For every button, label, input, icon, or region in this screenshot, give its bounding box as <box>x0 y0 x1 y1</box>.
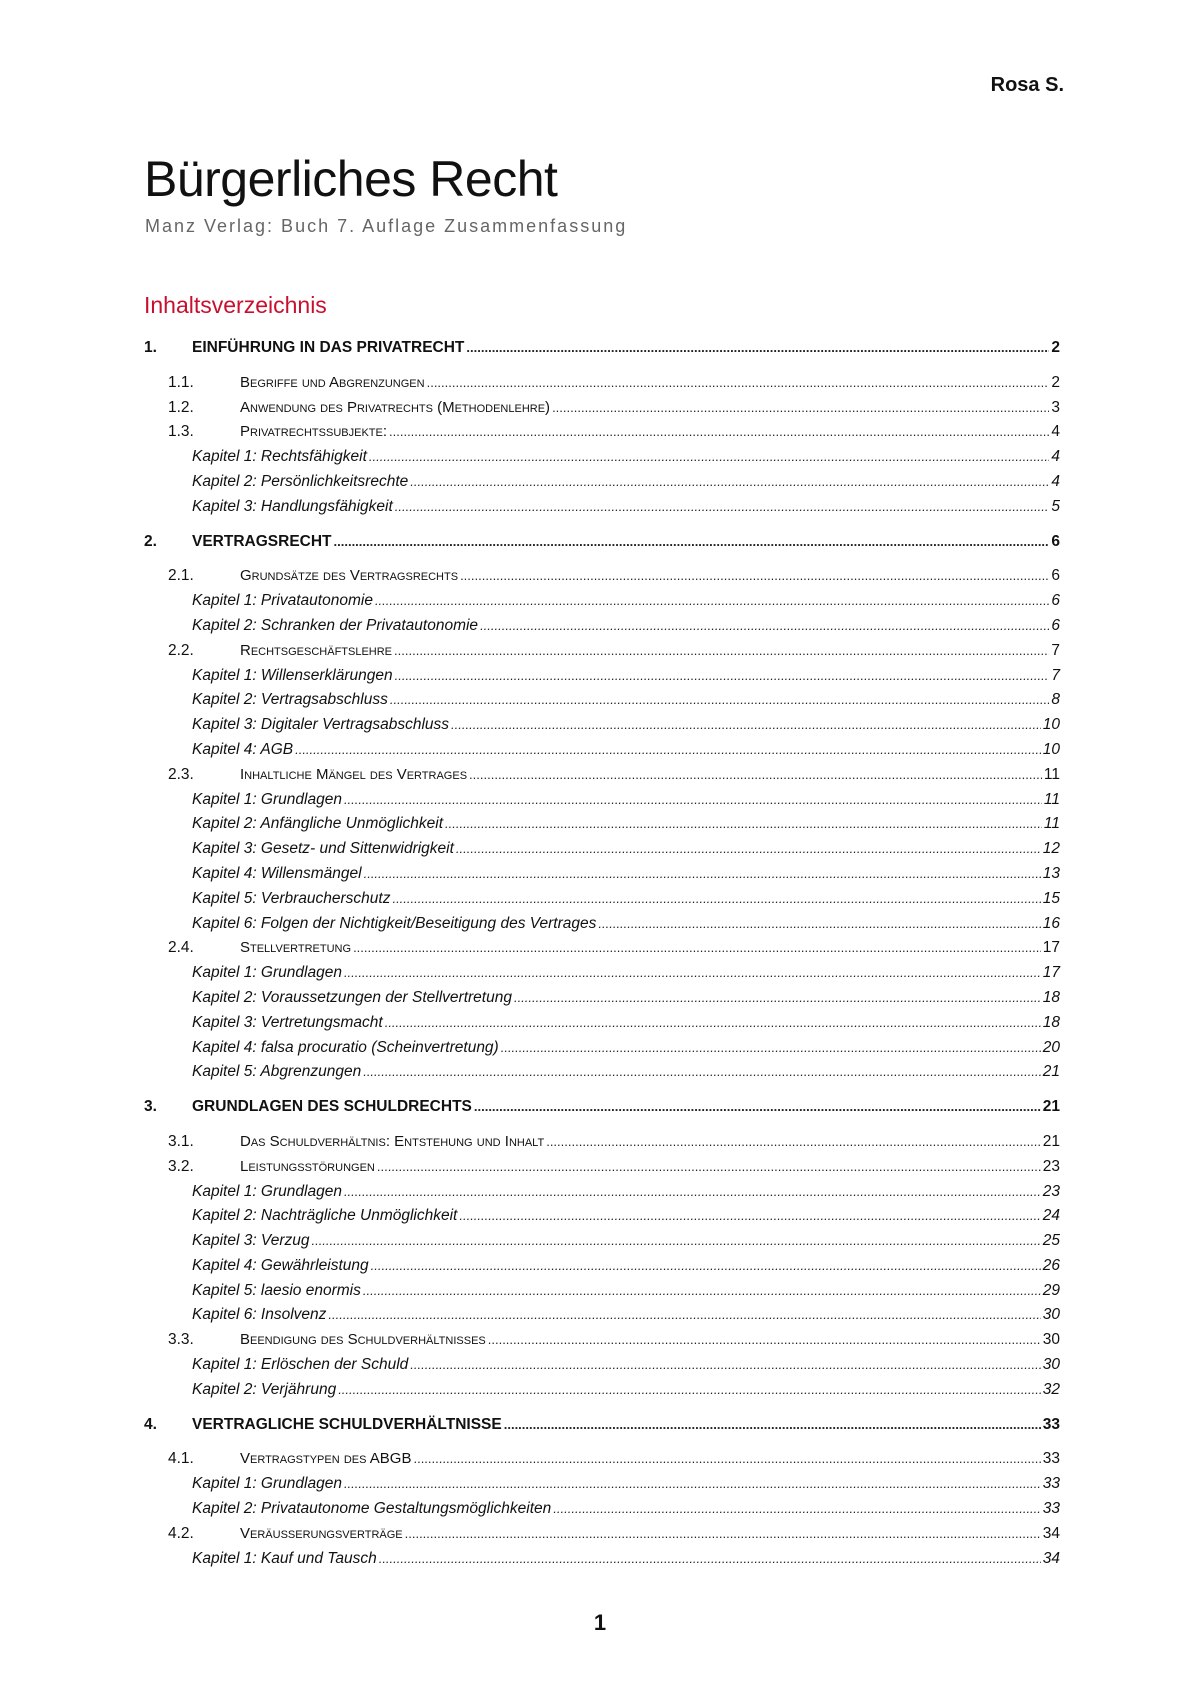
toc-entry[interactable] <box>144 1547 1060 1572</box>
toc-entry-title: Kapitel 2: Privatautonome Gestaltungsmöglichkeiten <box>192 1500 552 1518</box>
toc-entry[interactable] <box>144 986 1060 1011</box>
toc-entry-title: Vertragstypen des ABGB <box>240 1450 412 1468</box>
toc-dot-leader <box>344 1180 1041 1205</box>
toc-dot-leader <box>389 420 1049 445</box>
toc-entry[interactable] <box>144 1011 1060 1036</box>
toc-entry-page: 26 <box>1042 1256 1060 1274</box>
toc-entry-number: 2. <box>144 532 157 550</box>
toc-entry-title: Begriffe und Abgrenzungen <box>240 373 425 391</box>
toc-entry-title: Kapitel 2: Vertragsabschluss <box>192 691 388 709</box>
toc-dot-leader <box>514 986 1041 1011</box>
toc-entry-title: Kapitel 4: Gewährleistung <box>192 1256 369 1274</box>
toc-dot-leader <box>344 961 1041 986</box>
toc-entry-page: 8 <box>1051 691 1060 709</box>
toc-entry-number: 4.2. <box>168 1524 194 1542</box>
toc-entry[interactable] <box>144 470 1060 495</box>
toc-dot-leader <box>395 495 1050 520</box>
toc-entry[interactable] <box>144 445 1060 470</box>
toc-entry-title: Kapitel 3: Handlungsfähigkeit <box>192 497 393 515</box>
toc-entry-title: Kapitel 1: Privatautonomie <box>192 592 373 610</box>
toc-entry-title: VERTRAGLICHE SCHULDVERHÄLTNISSE <box>192 1415 502 1433</box>
toc-entry-number: 3.1. <box>168 1132 194 1150</box>
toc-entry-page: 10 <box>1042 740 1060 758</box>
toc-entry-page: 32 <box>1042 1380 1060 1398</box>
toc-dot-leader <box>405 1522 1041 1547</box>
toc-entry[interactable] <box>144 788 1060 813</box>
toc-entry[interactable] <box>144 862 1060 887</box>
toc-entry[interactable] <box>144 1472 1060 1497</box>
toc-entry-title: Kapitel 5: Abgrenzungen <box>192 1063 362 1081</box>
toc-entry-page: 33 <box>1042 1475 1060 1493</box>
toc-entry-number: 1. <box>144 339 157 356</box>
toc-dot-leader <box>552 396 1049 421</box>
toc-entry-title: Kapitel 1: Grundlagen <box>192 1182 342 1200</box>
toc-entry[interactable] <box>144 738 1060 763</box>
toc-entry[interactable] <box>144 1130 1060 1155</box>
toc-dot-leader <box>394 639 1049 664</box>
toc-dot-leader <box>451 713 1041 738</box>
toc-entry-page: 10 <box>1042 716 1060 734</box>
toc-dot-leader <box>445 812 1042 837</box>
toc-entry-page: 2 <box>1051 339 1060 356</box>
toc-dot-leader <box>456 837 1041 862</box>
toc-entry[interactable] <box>144 639 1060 664</box>
toc-entry-page: 21 <box>1042 1098 1060 1116</box>
toc-dot-leader <box>474 1095 1041 1120</box>
toc-dot-leader <box>410 1353 1040 1378</box>
toc-dot-leader <box>427 371 1050 396</box>
toc-entry-title: VERTRAGSRECHT <box>192 532 332 550</box>
toc-dot-leader <box>363 1060 1041 1085</box>
toc-entry[interactable] <box>144 1095 1060 1120</box>
toc-dot-leader <box>413 1447 1040 1472</box>
toc-entry[interactable] <box>144 1155 1060 1180</box>
toc-dot-leader <box>501 1036 1041 1061</box>
toc-entry[interactable] <box>144 688 1060 713</box>
toc-entry[interactable] <box>144 664 1060 689</box>
toc-entry-title: Leistungsstörungen <box>240 1157 375 1175</box>
toc-entry[interactable] <box>144 1279 1060 1304</box>
toc-entry-title: Kapitel 5: Verbraucherschutz <box>192 889 391 907</box>
toc-entry-number: 1.3. <box>168 423 194 441</box>
toc-entry-page: 17 <box>1042 964 1060 982</box>
toc-entry-title: Kapitel 3: Gesetz- und Sittenwidrigkeit <box>192 840 454 858</box>
toc-entry-page: 23 <box>1042 1182 1060 1200</box>
toc-entry-page: 6 <box>1051 616 1060 634</box>
toc-entry-page: 17 <box>1042 939 1060 957</box>
toc-entry-title: EINFÜHRUNG IN DAS PRIVATRECHT <box>192 339 465 356</box>
toc-entry[interactable] <box>144 713 1060 738</box>
toc-entry-number: 1.1. <box>168 373 194 391</box>
toc-dot-leader <box>338 1378 1041 1403</box>
toc-dot-leader <box>371 1254 1041 1279</box>
toc-entry-page: 30 <box>1042 1356 1060 1374</box>
toc-entry-title: Kapitel 1: Kauf und Tausch <box>192 1549 377 1567</box>
toc-entry-page: 3 <box>1051 398 1060 416</box>
toc-entry-title: Rechtsgeschäftslehre <box>240 641 393 659</box>
toc-dot-leader <box>377 1155 1041 1180</box>
toc-entry-number: 3.2. <box>168 1157 194 1175</box>
toc-entry-title: Kapitel 5: laesio enormis <box>192 1281 361 1299</box>
toc-dot-leader <box>480 614 1049 639</box>
toc-entry-title: Kapitel 2: Persönlichkeitsrechte <box>192 472 409 490</box>
toc-entry-title: Kapitel 1: Grundlagen <box>192 790 342 808</box>
toc-entry[interactable] <box>144 564 1060 589</box>
toc-entry-page: 18 <box>1042 988 1060 1006</box>
toc-dot-leader <box>598 912 1040 937</box>
toc-entry-page: 5 <box>1051 497 1060 515</box>
toc-entry-title: Anwendung des Privatrechts (Methodenlehre) <box>240 398 551 416</box>
toc-entry-title: Kapitel 6: Insolvenz <box>192 1306 327 1324</box>
toc-entry[interactable] <box>144 1413 1060 1438</box>
toc-entry[interactable] <box>144 530 1060 555</box>
toc-heading: Inhaltsverzeichnis <box>144 292 327 318</box>
toc-entry-number: 2.1. <box>168 567 194 585</box>
toc-entry-number: 2.2. <box>168 641 194 659</box>
toc-entry[interactable] <box>144 495 1060 520</box>
toc-entry-page: 4 <box>1051 423 1060 441</box>
toc-entry-page: 24 <box>1042 1207 1060 1225</box>
toc-entry-page: 4 <box>1051 472 1060 490</box>
toc-entry-title: Kapitel 1: Willenserklärungen <box>192 666 393 684</box>
toc-entry-page: 6 <box>1051 567 1060 585</box>
toc-entry-page: 33 <box>1042 1500 1060 1518</box>
toc-entry-page: 11 <box>1043 815 1060 833</box>
toc-dot-leader <box>385 1011 1041 1036</box>
toc-entry-title: Kapitel 6: Folgen der Nichtigkeit/Beseitigung des Vertrages <box>192 914 597 932</box>
page-number: 1 <box>593 1610 607 1635</box>
toc-dot-leader <box>334 530 1050 555</box>
toc-entry-title: Kapitel 3: Verzug <box>192 1232 310 1250</box>
toc-dot-leader <box>353 936 1041 961</box>
toc-dot-leader <box>344 788 1042 813</box>
toc-dot-leader <box>392 887 1040 912</box>
toc-entry-page: 16 <box>1042 914 1060 932</box>
toc-entry-title: Kapitel 4: falsa procuratio (Scheinvertretung) <box>192 1038 499 1056</box>
toc-entry-title: Kapitel 3: Digitaler Vertragsabschluss <box>192 716 450 734</box>
document-subtitle: Manz Verlag: Buch 7. Auflage Zusammenfassung <box>145 216 628 236</box>
toc-entry[interactable] <box>144 1303 1060 1328</box>
toc-entry[interactable] <box>144 763 1060 788</box>
toc-entry-page: 33 <box>1042 1415 1060 1433</box>
toc-dot-leader <box>410 470 1049 495</box>
toc-entry[interactable] <box>144 420 1060 445</box>
toc-dot-leader <box>295 738 1041 763</box>
toc-dot-leader <box>546 1130 1041 1155</box>
toc-entry-title: Das Schuldverhältnis: Entstehung und Inhalt <box>240 1132 545 1150</box>
toc-entry-page: 29 <box>1042 1281 1060 1299</box>
toc-entry-title: Beendigung des Schuldverhältnisses <box>240 1331 486 1349</box>
toc-entry-title: Kapitel 2: Voraussetzungen der Stellvertretung <box>192 988 512 1006</box>
toc-dot-leader <box>504 1413 1041 1438</box>
toc-entry[interactable] <box>144 1180 1060 1205</box>
toc-entry-page: 21 <box>1042 1063 1060 1081</box>
toc-entry-title: Kapitel 4: AGB <box>192 740 294 758</box>
toc-entry-title: Kapitel 2: Verjährung <box>192 1380 337 1398</box>
toc-entry[interactable] <box>144 1254 1060 1279</box>
toc-entry-title: Kapitel 1: Erlöschen der Schuld <box>192 1356 409 1374</box>
toc-dot-leader <box>311 1229 1040 1254</box>
toc-entry-page: 34 <box>1042 1524 1060 1542</box>
toc-entry[interactable] <box>144 912 1060 937</box>
toc-entry[interactable] <box>144 371 1060 396</box>
toc-entry[interactable] <box>144 1353 1060 1378</box>
toc-entry-title: Inhaltliche Mängel des Vertrages <box>240 765 468 783</box>
toc-entry-title: Kapitel 4: Willensmängel <box>192 864 362 882</box>
toc-dot-leader <box>390 688 1050 713</box>
toc-entry-page: 7 <box>1051 641 1060 659</box>
toc-entry-page: 21 <box>1042 1132 1060 1150</box>
document-title: Bürgerliches Recht <box>144 151 558 207</box>
toc-entry[interactable] <box>144 961 1060 986</box>
toc-entry-number: 2.3. <box>168 765 194 783</box>
toc-entry-page: 15 <box>1042 889 1060 907</box>
toc-entry-page: 20 <box>1042 1038 1060 1056</box>
toc-dot-leader <box>364 862 1041 887</box>
toc-dot-leader <box>466 336 1049 361</box>
toc-dot-leader <box>375 589 1049 614</box>
table-of-contents <box>144 336 1060 1571</box>
toc-entry-page: 4 <box>1051 448 1060 466</box>
toc-entry-title: Kapitel 2: Nachträgliche Unmöglichkeit <box>192 1207 458 1225</box>
toc-entry[interactable] <box>144 1447 1060 1472</box>
toc-entry-page: 34 <box>1042 1549 1060 1567</box>
toc-entry-title: Kapitel 1: Grundlagen <box>192 964 342 982</box>
toc-entry-page: 30 <box>1042 1331 1060 1349</box>
toc-entry[interactable] <box>144 1204 1060 1229</box>
toc-entry-page: 7 <box>1051 666 1060 684</box>
toc-entry-page: 18 <box>1042 1013 1060 1031</box>
toc-entry-title: Stellvertretung <box>240 939 352 957</box>
toc-entry-page: 2 <box>1051 373 1060 391</box>
toc-entry[interactable] <box>144 336 1060 361</box>
toc-entry-title: Kapitel 1: Rechtsfähigkeit <box>192 448 367 466</box>
toc-entry[interactable] <box>144 1328 1060 1353</box>
toc-entry-title: GRUNDLAGEN DES SCHULDRECHTS <box>192 1098 472 1116</box>
toc-entry-page: 30 <box>1042 1306 1060 1324</box>
toc-entry-number: 3.3. <box>168 1331 194 1349</box>
toc-entry-title: Kapitel 1: Grundlagen <box>192 1475 342 1493</box>
toc-entry-number: 2.4. <box>168 939 194 957</box>
toc-dot-leader <box>369 445 1049 470</box>
header-author: Rosa S. <box>990 74 1064 96</box>
toc-dot-leader <box>460 564 1049 589</box>
toc-entry[interactable] <box>144 1229 1060 1254</box>
toc-entry[interactable] <box>144 589 1060 614</box>
toc-entry-page: 13 <box>1042 864 1060 882</box>
toc-entry[interactable] <box>144 396 1060 421</box>
toc-entry-page: 6 <box>1051 592 1060 610</box>
toc-entry-number: 3. <box>144 1098 157 1116</box>
toc-entry[interactable] <box>144 1497 1060 1522</box>
toc-entry-number: 4.1. <box>168 1450 194 1468</box>
toc-entry[interactable] <box>144 1378 1060 1403</box>
toc-entry[interactable] <box>144 936 1060 961</box>
toc-entry-title: Kapitel 2: Schranken der Privatautonomie <box>192 616 479 634</box>
toc-entry-title: Veräußerungsverträge <box>240 1524 403 1542</box>
toc-dot-leader <box>344 1472 1041 1497</box>
toc-entry-title: Grundsätze des Vertragsrechts <box>240 567 459 585</box>
toc-entry-page: 25 <box>1042 1232 1060 1250</box>
toc-entry-page: 23 <box>1042 1157 1060 1175</box>
toc-entry-page: 12 <box>1042 840 1060 858</box>
toc-entry-page: 33 <box>1042 1450 1060 1468</box>
toc-entry-number: 1.2. <box>168 398 194 416</box>
toc-entry[interactable] <box>144 1036 1060 1061</box>
toc-entry[interactable] <box>144 812 1060 837</box>
toc-entry[interactable] <box>144 887 1060 912</box>
toc-dot-leader <box>363 1279 1041 1304</box>
toc-entry-title: Kapitel 2: Anfängliche Unmöglichkeit <box>192 815 444 833</box>
toc-entry[interactable] <box>144 1522 1060 1547</box>
toc-dot-leader <box>469 763 1042 788</box>
toc-entry[interactable] <box>144 837 1060 862</box>
toc-entry-page: 6 <box>1051 532 1060 550</box>
toc-entry[interactable] <box>144 1060 1060 1085</box>
toc-dot-leader <box>488 1328 1041 1353</box>
toc-dot-leader <box>553 1497 1040 1522</box>
toc-entry-title: Kapitel 3: Vertretungsmacht <box>192 1013 383 1031</box>
toc-entry-number: 4. <box>144 1415 157 1433</box>
toc-entry-page: 11 <box>1043 790 1060 808</box>
toc-entry-title: Privatrechtssubjekte: <box>240 423 388 441</box>
toc-entry[interactable] <box>144 614 1060 639</box>
toc-dot-leader <box>395 664 1050 689</box>
toc-dot-leader <box>379 1547 1041 1572</box>
toc-dot-leader <box>328 1303 1040 1328</box>
toc-dot-leader <box>459 1204 1040 1229</box>
toc-entry-page: 11 <box>1043 765 1060 783</box>
